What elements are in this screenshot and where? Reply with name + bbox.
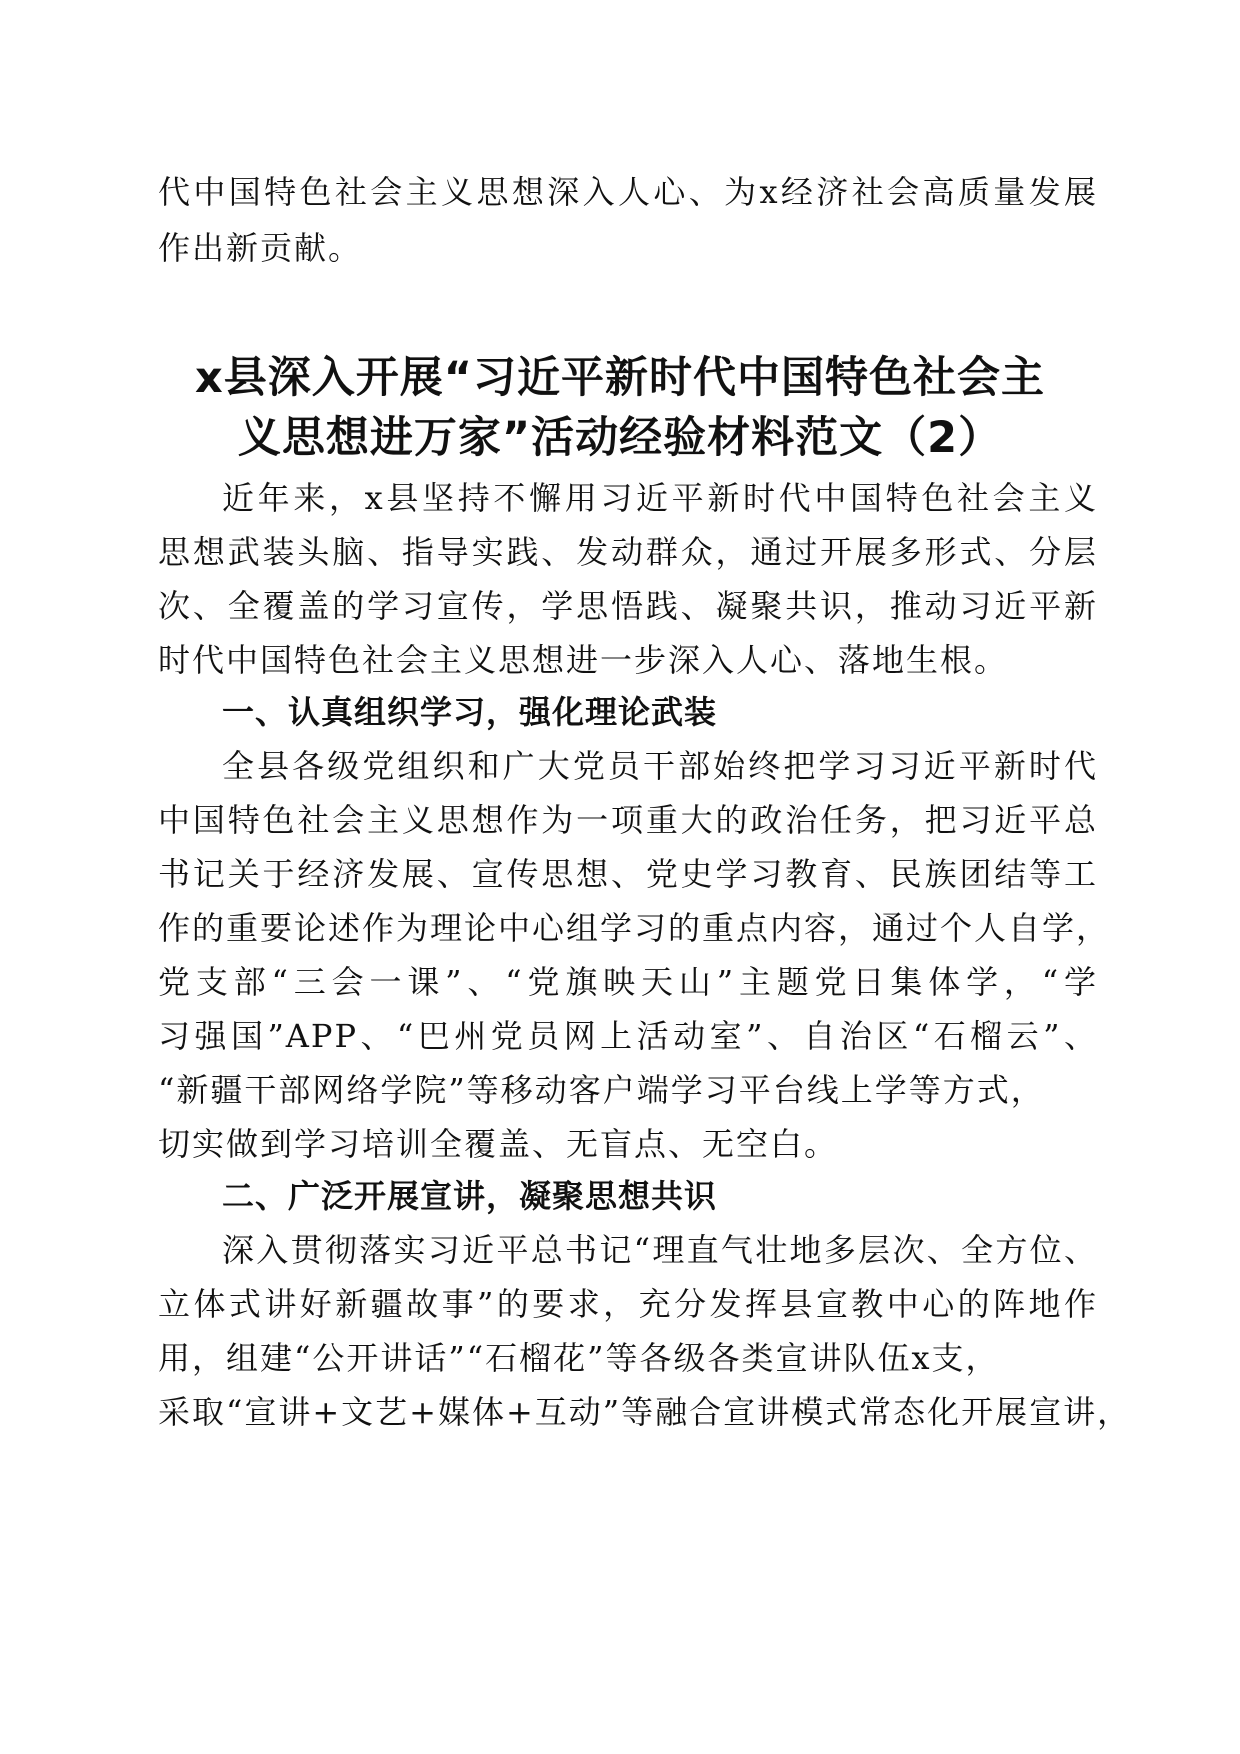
section-heading-2: 二、广泛开展宣讲，凝聚思想共识 [222, 1177, 718, 1215]
paragraph-2-line-5: 党支部“三会一课”、“党旗映天山”主题党日集体学，“学 [158, 963, 1098, 1001]
paragraph-1-line-3: 次、全覆盖的学习宣传，学思悟践、凝聚共识，推动习近平新 [158, 587, 1098, 625]
paragraph-2-line-6: 习强国”APP、“巴州党员网上活动室”、自治区“石榴云”、 [158, 1017, 1098, 1055]
paragraph-3-line-3: 用，组建“公开讲话”“石榴花”等各级各类宣讲队伍x支， [158, 1339, 1000, 1377]
paragraph-3-line-1: 深入贯彻落实习近平总书记“理直气壮地多层次、全方位、 [222, 1231, 1098, 1269]
paragraph-1-line-2: 思想武装头脑、指导实践、发动群众，通过开展多形式、分层 [158, 533, 1098, 571]
paragraph-1-line-1: 近年来，x县坚持不懈用习近平新时代中国特色社会主义 [222, 479, 1098, 517]
paragraph-3-line-2: 立体式讲好新疆故事”的要求，充分发挥县宣教中心的阵地作 [158, 1285, 1098, 1323]
paragraph-2-line-8: 切实做到学习培训全覆盖、无盲点、无空白。 [158, 1125, 839, 1163]
paragraph-1-line-4: 时代中国特色社会主义思想进一步深入人心、落地生根。 [158, 641, 1009, 679]
intro-line-2: 作出新贡献。 [158, 229, 363, 267]
paragraph-2-line-2: 中国特色社会主义思想作为一项重大的政治任务，把习近平总 [158, 801, 1098, 839]
paragraph-2-line-1: 全县各级党组织和广大党员干部始终把学习习近平新时代 [222, 747, 1098, 785]
document-title-line-2: 义思想进万家”活动经验材料范文（2） [237, 413, 1003, 463]
section-heading-1: 一、认真组织学习，强化理论武装 [222, 693, 718, 731]
document-title-line-1: x县深入开展“习近平新时代中国特色社会主 [195, 353, 1045, 403]
intro-line-1: 代中国特色社会主义思想深入人心、为x经济社会高质量发展 [158, 173, 1098, 211]
paragraph-2-line-7: “新疆干部网络学院”等移动客户端学习平台线上学等方式， [158, 1071, 1045, 1109]
paragraph-2-line-4: 作的重要论述作为理论中心组学习的重点内容，通过个人自学， [158, 909, 1111, 947]
paragraph-2-line-3: 书记关于经济发展、宣传思想、党史学习教育、民族团结等工 [158, 855, 1098, 893]
paragraph-3-line-4: 采取“宣讲+文艺+媒体+互动”等融合宣讲模式常态化开展宣讲， [158, 1393, 1132, 1431]
